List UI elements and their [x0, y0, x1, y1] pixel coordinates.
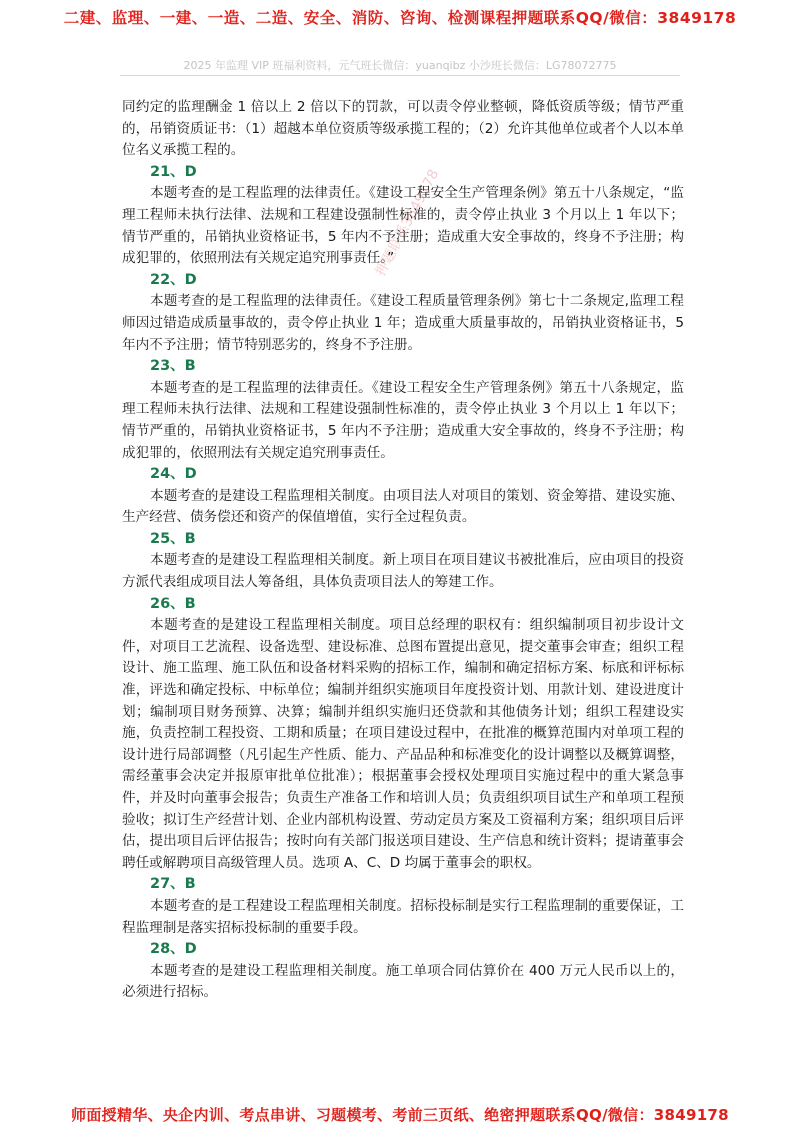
answer-label-21: 21、D — [150, 163, 197, 180]
intro-paragraph: 同约定的监理酬金 1 倍以上 2 倍以下的罚款，可以责令停业整顿，降低资质等级；情节严重的，吊销资质证书：（1）超越本单位资质等级承揽工程的；（2）允许其他单位或者个人以本单位名义承揽工程的。 — [122, 99, 684, 159]
answer-label-28: 28、D — [150, 941, 197, 958]
answer-explanation-26: 本题考查的是建设工程监理相关制度。项目总经理的职权有：组织编制项目初步设计文件，对项目工艺流程、设备选型、建设标准、总图布置提出意见，提交董事会审查；组织工程设计、施工监理、施工队伍和设备材料采购的招标工作，编制和确定招标方案、标底和评标标准，评选和确定投标、中标单位；编制并组织实施项目年度投资计划、用款计划、建设进度计划；编制项目财务预算、决算；编制并组织实施归还贷款和其他债务计划；组织工程建设实施，负责控制工程投资、工期和质量；在项目建设过程中，在批准的概算范围内对单项工程的设计进行局部调整（凡引起生产性质、能力、产品品种和标准变化的设计调整以及概算调整，需经董事会决定并报原审批单位批准）；根据董事会授权处理项目实施过程中的重大紧急事件，并及时向董事会报告；负责生产准备工作和培训人员；负责组织项目试生产和单项工程预验收；拟订生产经营计划、企业内部机构设置、劳动定员方案及工资福利方案；组织项目后评估，提出项目后评估报告；按时向有关部门报送项目建设、生产信息和统计资料；提请董事会聘任或解聘项目高级管理人员。选项 A、C、D 均属于董事会的职权。 — [122, 617, 684, 871]
page-sub-header: 2025 年监理 VIP 班福利资料，元气班长微信：yuanqibz 小沙班长微信：LG78072775 — [183, 59, 617, 72]
answer-explanation-25: 本题考查的是建设工程监理相关制度。新上项目在项目建议书被批准后，应由项目的投资方派代表组成项目法人筹备组，具体负责项目法人的筹建工作。 — [122, 552, 684, 591]
answer-explanation-27: 本题考查的是工程建设工程监理相关制度。招标投标制是实行工程监理制的重要保证，工程监理制是落实招标投标制的重要手段。 — [122, 897, 684, 936]
watermark: 押题联系3849178 — [372, 166, 443, 279]
answer-label-27: 27、B — [150, 876, 196, 893]
answer-explanation-23: 本题考查的是工程监理的法律责任。《建设工程安全生产管理条例》第五十八条规定，监理工程师未执行法律、法规和工程建设强制性标准的，责令停止执业 3 个月以上 1 年以下；情节严重的，吊销执业资格证书，5 年内不予注册；造成重大安全事故的，终身不予注册；构成犯罪的，依照刑法有关规定追究刑事责任。 — [122, 379, 684, 461]
answer-explanation-24: 本题考查的是建设工程监理相关制度。由项目法人对项目的策划、资金筹措、建设实施、生产经营、债务偿还和资产的保值增值，实行全过程负责。 — [122, 487, 684, 526]
bottom-banner: 师面授精华、央企内训、考点串讲、习题模考、考前三页纸、绝密押题联系QQ/微信：3849178 — [71, 1106, 729, 1124]
answer-explanation-28: 本题考查的是建设工程监理相关制度。施工单项合同估算价在 400 万元人民币以上的，必须进行招标。 — [122, 962, 684, 1001]
answer-label-25: 25、B — [150, 530, 196, 547]
answer-explanation-22: 本题考查的是工程监理的法律责任。《建设工程质量管理条例》第七十二条规定,监理工程师因过错造成质量事故的，责令停止执业 1 年；造成重大质量事故的，吊销执业资格证书，5 年内不予注册；情节特别恶劣的，终身不予注册。 — [122, 293, 684, 353]
answer-label-23: 23、B — [150, 358, 196, 375]
top-banner: 二建、监理、一建、一造、二造、安全、消防、咨询、检测课程押题联系QQ/微信：3849178 — [63, 9, 737, 27]
answer-explanation-21: 本题考查的是工程监理的法律责任。《建设工程安全生产管理条例》第五十八条规定，“监理工程师未执行法律、法规和工程建设强制性标准的，责令停止执业 3 个月以上 1 年以下；情节严重的，吊销执业资格证书，5 年内不予注册；造成重大安全事故的，终身不予注册；构成犯罪的，依照刑法有关规定追究刑事责任。” — [122, 185, 684, 267]
answer-content — [122, 97, 684, 1004]
answer-label-24: 24、D — [150, 466, 197, 483]
answer-label-22: 22、D — [150, 271, 197, 288]
header-divider — [120, 75, 680, 76]
answer-label-26: 26、B — [150, 595, 196, 612]
